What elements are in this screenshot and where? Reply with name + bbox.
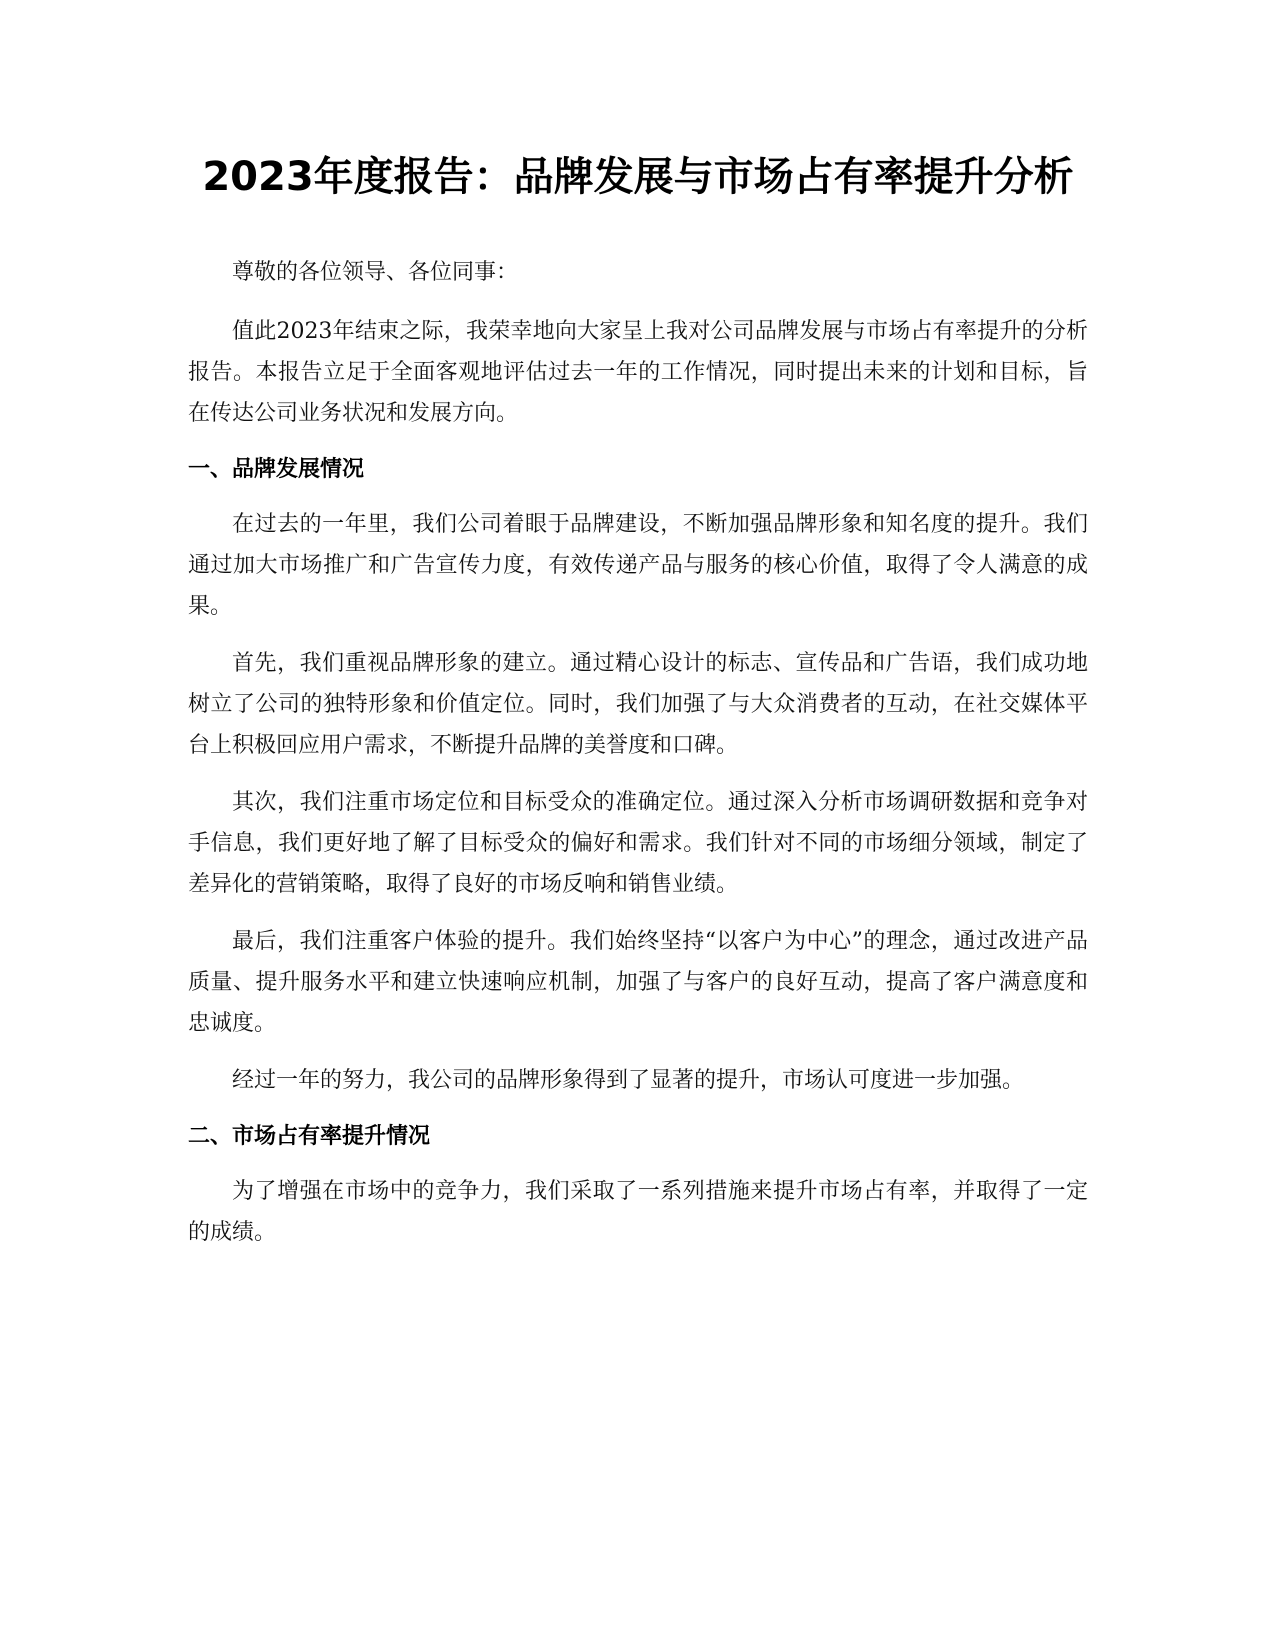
section1-paragraph: 首先，我们重视品牌形象的建立。通过精心设计的标志、宣传品和广告语，我们成功地树立了公司的独特形象和价值定位。同时，我们加强了与大众消费者的互动，在社交媒体平台上积极回应用户需求，不断提升品牌的美誉度和口碑。: [188, 651, 1088, 758]
section2-paragraph: 为了增强在市场中的竞争力，我们采取了一系列措施来提升市场占有率，并取得了一定的成绩。: [188, 1179, 1088, 1245]
section1-paragraph: 在过去的一年里，我们公司着眼于品牌建设，不断加强品牌形象和知名度的提升。我们通过加大市场推广和广告宣传力度，有效传递产品与服务的核心价值，取得了令人满意的成果。: [188, 512, 1088, 619]
document-body: [188, 140, 1088, 1269]
salutation: 尊敬的各位领导、各位同事：: [232, 260, 519, 285]
section1-paragraph: 经过一年的努力，我公司的品牌形象得到了显著的提升，市场认可度进一步加强。: [232, 1068, 1025, 1093]
section1-paragraph: 其次，我们注重市场定位和目标受众的准确定位。通过深入分析市场调研数据和竞争对手信息，我们更好地了解了目标受众的偏好和需求。我们针对不同的市场细分领域，制定了差异化的营销策略，取得了良好的市场反响和销售业绩。: [188, 790, 1088, 897]
section1-paragraph: 最后，我们注重客户体验的提升。我们始终坚持“以客户为中心”的理念，通过改进产品质量、提升服务水平和建立快速响应机制，加强了与客户的良好互动，提高了客户满意度和忠诚度。: [188, 929, 1088, 1036]
section-heading-market-share: 二、市场占有率提升情况: [188, 1124, 431, 1149]
section-heading-brand-development: 一、品牌发展情况: [188, 457, 365, 482]
document-title: 2023年度报告：品牌发展与市场占有率提升分析: [202, 154, 1074, 200]
intro-paragraph: 值此2023年结束之际，我荣幸地向大家呈上我对公司品牌发展与市场占有率提升的分析报告。本报告立足于全面客观地评估过去一年的工作情况，同时提出未来的计划和目标，旨在传达公司业务状况和发展方向。: [188, 319, 1088, 426]
